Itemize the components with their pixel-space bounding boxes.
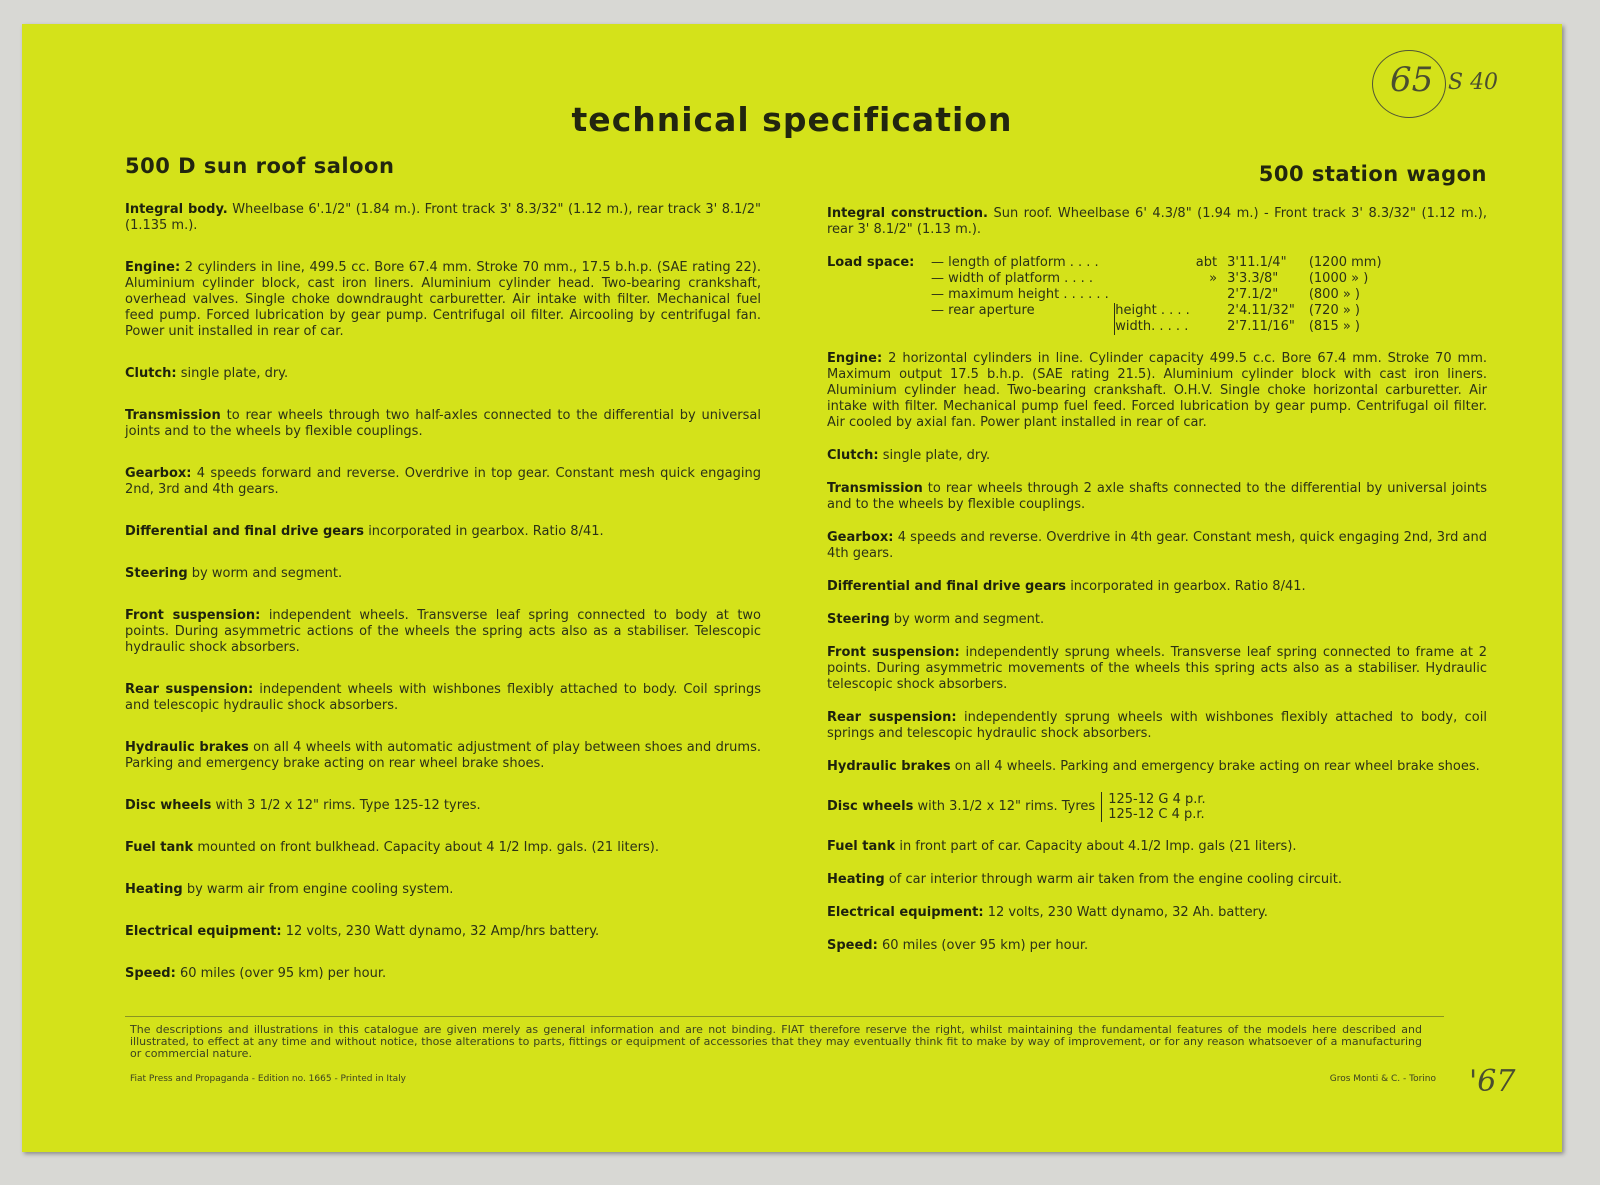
load-space-row	[931, 287, 1388, 303]
spec-label: Front suspension:	[125, 608, 261, 623]
spec-item	[125, 366, 761, 382]
spec-label: Engine:	[125, 260, 181, 275]
load-imp: 2'4.11/32"	[1227, 303, 1295, 318]
spec-item	[827, 351, 1487, 431]
spec-text: 12 volts, 230 Watt dynamo, 32 Ah. battery.	[987, 905, 1268, 920]
spec-item	[827, 710, 1487, 742]
spec-item	[125, 608, 761, 656]
load-space	[827, 255, 1487, 335]
load-dim: — length of platform . . . .	[931, 255, 1099, 270]
load-pre	[1196, 319, 1223, 335]
load-metric: (815 » )	[1308, 319, 1361, 334]
spec-item	[125, 966, 761, 982]
spec-label: Gearbox:	[827, 530, 894, 545]
spec-item	[827, 938, 1487, 954]
spec-item	[125, 466, 761, 498]
spec-label: Electrical equipment:	[827, 905, 984, 920]
disclaimer: The descriptions and illustrations in this catalogue are given merely as general information and are not binding. FIAT therefore reserve the right, whilst maintaining the fundamental features of the models here described and illustrated, to effect at any time and without notice, those alterations to parts, fittings or equipment of accessories that they may eventually think fit to make by way of improvement, or for any reason whatsoever of a manufacturing or commercial nature.	[130, 1023, 1422, 1060]
spec-item	[827, 530, 1487, 562]
spec-text: independently sprung wheels. Transverse leaf spring connected to frame at 2 points. During asymmetric movements of the wheels this spring acts also as a stabiliser. Hydraulic telescopic shock absorbers.	[827, 645, 1487, 692]
spec-text: on all 4 wheels. Parking and emergency brake acting on rear wheel brake shoes.	[954, 759, 1480, 774]
spec-label: Front suspension:	[827, 645, 960, 660]
spec-label: Engine:	[827, 351, 883, 366]
load-dim: — maximum height . . . . . .	[931, 287, 1109, 302]
handwritten-number: 65	[1390, 60, 1434, 100]
printer-imprint: Gros Monti & C. - Torino	[1329, 1074, 1436, 1084]
spec-item	[827, 612, 1487, 628]
spec-label: Speed:	[125, 966, 176, 981]
spec-label: Transmission	[827, 481, 923, 496]
load-dim: — width of platform . . . .	[931, 271, 1094, 286]
spec-item	[827, 872, 1487, 888]
spec-label: Steering	[125, 566, 188, 581]
spec-text: 4 speeds forward and reverse. Overdrive in top gear. Constant mesh quick engaging 2nd, 3rd and 4th gears.	[125, 466, 761, 497]
load-imp: 2'7.1/2"	[1227, 287, 1279, 302]
publisher-imprint: Fiat Press and Propaganda - Edition no. 1665 - Printed in Italy	[130, 1074, 406, 1084]
spec-text: mounted on front bulkhead. Capacity about 4 1/2 Imp. gals. (21 liters).	[197, 840, 659, 855]
spec-item	[827, 759, 1487, 775]
spec-item	[125, 882, 761, 898]
spec-text: in front part of car. Capacity about 4.1/2 Imp. gals (21 liters).	[899, 839, 1297, 854]
spec-label: Hydraulic brakes	[827, 759, 951, 774]
spec-label: Fuel tank	[125, 840, 194, 855]
spec-item	[827, 645, 1487, 693]
spec-text: to rear wheels through two half-axles connected to the differential by universal joints and to the wheels by flexible couplings.	[125, 408, 761, 439]
spec-item	[125, 202, 761, 234]
spec-text: 60 miles (over 95 km) per hour.	[881, 938, 1089, 953]
spec-item	[827, 839, 1487, 855]
saloon-spec-list	[125, 202, 761, 982]
spec-item	[125, 566, 761, 582]
spec-label: Steering	[827, 612, 890, 627]
spec-label: Disc wheels	[827, 799, 914, 814]
spec-text: on all 4 wheels with automatic adjustment of play between shoes and drums. Parking and emergency brake acting on rear wheel brake shoes.	[125, 740, 761, 771]
spec-item	[125, 740, 761, 772]
spec-item	[827, 206, 1487, 238]
spec-item	[827, 905, 1487, 921]
spec-text: 2 horizontal cylinders in line. Cylinder capacity 499.5 c.c. Bore 67.4 mm. Stroke 70 mm. Maximum output 17.5 b.h.p. (SAE rating 21.5). Aluminium cylinder block with cast iron liners. Aluminium cylinder head. Two-bearing crankshaft. O.H.V. Single choke horizontal carburetter. Air intake with filter. Mechanical pump fuel feed. Forced lubrication by gear pump. Centrifugal oil filter. Air cooled by axial fan. Power plant installed in rear of car.	[827, 351, 1488, 430]
spec-label: Disc wheels	[125, 798, 212, 813]
spec-text: of car interior through warm air taken from the engine cooling circuit.	[888, 872, 1342, 887]
load-space-row	[931, 303, 1388, 319]
page-title: technical specification	[571, 100, 1013, 139]
spec-label: Gearbox:	[125, 466, 192, 481]
spec-label: Integral body.	[125, 202, 228, 217]
load-space-row	[931, 319, 1388, 335]
spec-text: 4 speeds and reverse. Overdrive in 4th gear. Constant mesh, quick engaging 2nd, 3rd and 4th gears.	[827, 530, 1487, 561]
spec-item	[125, 524, 761, 540]
load-pre: abt	[1195, 255, 1218, 270]
spec-text: to rear wheels through 2 axle shafts connected to the differential by universal joints and to the wheels by flexible couplings.	[827, 481, 1487, 512]
load-pre	[1196, 287, 1223, 303]
spec-label: Clutch:	[125, 366, 177, 381]
spec-item	[125, 840, 761, 856]
load-space-row	[931, 271, 1388, 287]
spec-text: with 3 1/2 x 12" rims. Type 125-12 tyres.	[215, 798, 481, 813]
spec-label: Heating	[125, 882, 183, 897]
load-imp: 3'3.3/8"	[1227, 271, 1279, 286]
footer-divider	[125, 1016, 1444, 1017]
saloon-heading: 500 D sun roof saloon	[125, 154, 395, 178]
load-sub	[1115, 255, 1196, 271]
spec-text: Sun roof. Wheelbase 6' 4.3/8" (1.94 m.) - Front track 3' 8.3/32" (1.12 m.), rear 3' 8.1/2" (1.13 m.).	[827, 206, 1488, 237]
load-dim: — rear aperture	[931, 303, 1035, 318]
tyre-size-g: 125-12 G 4 p.r.	[1108, 792, 1206, 807]
load-sub: height . . . .	[1115, 303, 1196, 319]
wagon-spec-list-2	[827, 839, 1487, 954]
spec-label: Differential and final drive gears	[125, 524, 365, 539]
tyre-sizes	[1101, 792, 1205, 822]
spec-item-disc-wheels	[827, 792, 1487, 822]
handwritten-year: '67	[1469, 1064, 1516, 1099]
spec-label: Rear suspension:	[125, 682, 254, 697]
spec-item	[827, 448, 1487, 464]
handwritten-code: S 40	[1448, 70, 1499, 95]
spec-label: Speed:	[827, 938, 878, 953]
wagon-spec-list	[827, 351, 1487, 775]
spec-text: single plate, dry.	[180, 366, 289, 381]
load-dim	[931, 319, 1115, 335]
spec-text: by worm and segment.	[191, 566, 343, 581]
spec-label: Fuel tank	[827, 839, 896, 854]
spec-text: by worm and segment.	[893, 612, 1045, 627]
saloon-column	[125, 152, 761, 1008]
spec-text: independently sprung wheels with wishbones flexibly attached to body, coil springs and telescopic hydraulic shock absorbers.	[827, 710, 1487, 741]
spec-text: incorporated in gearbox. Ratio 8/41.	[368, 524, 604, 539]
spec-label: Hydraulic brakes	[125, 740, 249, 755]
spec-item	[827, 579, 1487, 595]
spec-text: by warm air from engine cooling system.	[186, 882, 454, 897]
spec-item	[125, 924, 761, 940]
spec-label: Integral construction.	[827, 206, 988, 221]
load-pre: »	[1209, 271, 1218, 286]
load-sub	[1115, 271, 1196, 287]
load-space-row	[931, 255, 1388, 271]
spec-label: Electrical equipment:	[125, 924, 282, 939]
spec-item	[125, 408, 761, 440]
load-imp: 3'11.1/4"	[1227, 255, 1287, 270]
spec-text: incorporated in gearbox. Ratio 8/41.	[1070, 579, 1306, 594]
load-sub: width. . . . .	[1115, 319, 1196, 335]
spec-text: 2 cylinders in line, 499.5 cc. Bore 67.4 mm. Stroke 70 mm., 17.5 b.h.p. (SAE rating 22). Aluminium cylinder block, cast iron liners. Aluminium cylinder head. Two-bearing crankshaft, overhead valves. Single choke downdraught carburetter. Air intake with filter. Mechanical fuel feed pump. Forced lubrication by gear pump. Centrifugal oil filter. Aircooling by centrifugal fan. Power unit installed in rear of car.	[125, 260, 761, 339]
spec-item	[125, 682, 761, 714]
spec-text: independent wheels with wishbones flexibly attached to body. Coil springs and telescopic hydraulic shock absorbers.	[125, 682, 761, 713]
load-metric: (1000 » )	[1308, 271, 1369, 286]
spec-label: Clutch:	[827, 448, 879, 463]
load-space-table	[931, 255, 1388, 335]
tyre-size-c: 125-12 C 4 p.r.	[1108, 807, 1205, 822]
spec-text: with 3.1/2 x 12" rims. Tyres	[917, 799, 1096, 814]
spec-text: single plate, dry.	[882, 448, 991, 463]
load-pre	[1196, 303, 1223, 319]
spec-label: Transmission	[125, 408, 221, 423]
load-metric: (720 » )	[1308, 303, 1361, 318]
spec-item	[827, 481, 1487, 513]
spec-label: Rear suspension:	[827, 710, 957, 725]
wagon-column	[827, 152, 1487, 971]
spec-item	[125, 798, 761, 814]
load-metric: (1200 mm)	[1308, 255, 1382, 270]
load-imp: 2'7.11/16"	[1227, 319, 1295, 334]
load-sub	[1115, 287, 1196, 303]
spec-label: Heating	[827, 872, 885, 887]
spec-text: Wheelbase 6'.1/2" (1.84 m.). Front track 3' 8.3/32" (1.12 m.), rear track 3' 8.1/2" (1.135 m.).	[125, 202, 761, 233]
load-space-label: Load space:	[827, 255, 915, 270]
brochure-page	[22, 24, 1562, 1152]
load-metric: (800 » )	[1308, 287, 1361, 302]
spec-text: 60 miles (over 95 km) per hour.	[179, 966, 387, 981]
spec-label: Differential and final drive gears	[827, 579, 1067, 594]
spec-item	[125, 260, 761, 340]
wagon-heading: 500 station wagon	[1258, 162, 1487, 186]
spec-text: 12 volts, 230 Watt dynamo, 32 Amp/hrs battery.	[285, 924, 600, 939]
spec-text: independent wheels. Transverse leaf spring connected to body at two points. During asymmetric actions of the wheels the spring acts also as a stabiliser. Telescopic hydraulic shock absorbers.	[125, 608, 762, 655]
